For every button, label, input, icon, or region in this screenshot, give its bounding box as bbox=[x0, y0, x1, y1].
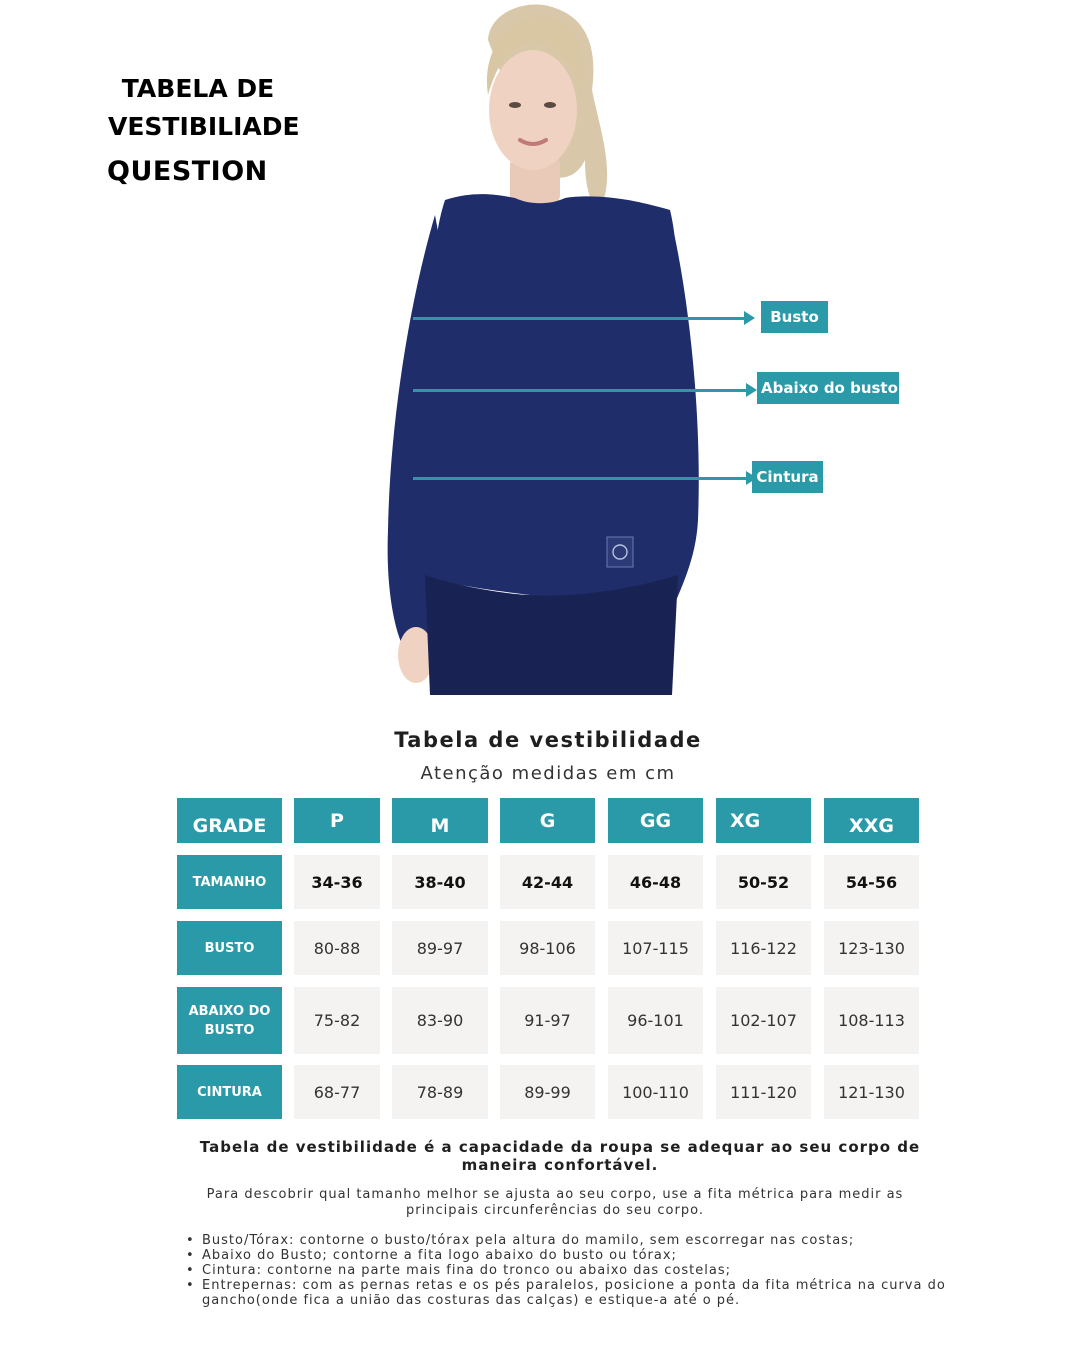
table-cell: 46-48 bbox=[608, 855, 703, 909]
shirt bbox=[420, 194, 681, 596]
table-cell: 98-106 bbox=[500, 921, 595, 975]
measure-line-busto bbox=[413, 317, 751, 320]
table-header-size: G bbox=[500, 798, 595, 843]
measure-tag-busto: Busto bbox=[761, 301, 828, 333]
table-header-size: M bbox=[392, 798, 488, 843]
shirt-logo-icon bbox=[607, 537, 633, 567]
table-cell: 75-82 bbox=[294, 987, 380, 1054]
table-cell: 123-130 bbox=[824, 921, 919, 975]
table-cell: 34-36 bbox=[294, 855, 380, 909]
table-title: Tabela de vestibilidade bbox=[394, 728, 702, 752]
brand-title-line-2: VESTIBILIADE bbox=[108, 112, 300, 141]
table-cell: 83-90 bbox=[392, 987, 488, 1054]
table-cell: 121-130 bbox=[824, 1065, 919, 1119]
table-cell: 100-110 bbox=[608, 1065, 703, 1119]
brand-name: QUESTION bbox=[107, 156, 268, 187]
table-cell: 116-122 bbox=[716, 921, 811, 975]
list-item: • Entrepernas: com as pernas retas e os pés paralelos, posicione a ponta da fita métrica na curva do gancho(onde fica a união das costuras das calças) e estique-a até o pé. bbox=[186, 1278, 946, 1308]
list-item: • Busto/Tórax: contorne o busto/tórax pela altura do mamilo, sem escorregar nas costas; bbox=[186, 1233, 946, 1248]
table-cell: 78-89 bbox=[392, 1065, 488, 1119]
table-cell: 89-97 bbox=[392, 921, 488, 975]
measure-tag-abaixo-busto: Abaixo do busto bbox=[757, 372, 899, 404]
list-item: • Abaixo do Busto; contorne a fita logo abaixo do busto ou tórax; bbox=[186, 1248, 946, 1263]
brand-title-line-1: TABELA DE bbox=[121, 74, 275, 103]
table-cell: 54-56 bbox=[824, 855, 919, 909]
notes-list bbox=[186, 1233, 946, 1308]
table-cell: 111-120 bbox=[716, 1065, 811, 1119]
table-cell: 38-40 bbox=[392, 855, 488, 909]
table-cell: 50-52 bbox=[716, 855, 811, 909]
model-illustration bbox=[380, 0, 710, 695]
notes-title: Tabela de vestibilidade é a capacidade da roupa se adequar ao seu corpo de maneira confortável. bbox=[199, 1138, 921, 1174]
measure-tag-cintura: Cintura bbox=[752, 461, 823, 493]
table-header-size: GG bbox=[608, 798, 703, 843]
face bbox=[489, 50, 577, 170]
table-cell: 89-99 bbox=[500, 1065, 595, 1119]
notes-intro: Para descobrir qual tamanho melhor se ajusta ao seu corpo, use a fita métrica para medir as principais circunferências do seu corpo. bbox=[206, 1187, 904, 1218]
table-cell: 102-107 bbox=[716, 987, 811, 1054]
table-row-label: ABAIXO DO BUSTO bbox=[177, 987, 282, 1054]
table-cell: 107-115 bbox=[608, 921, 703, 975]
table-subtitle: Atenção medidas em cm bbox=[420, 763, 676, 784]
measure-line-abaixo-busto bbox=[413, 389, 753, 392]
list-item: • Cintura: contorne na parte mais fina do tronco ou abaixo das costelas; bbox=[186, 1263, 946, 1278]
table-cell: 108-113 bbox=[824, 987, 919, 1054]
table-cell: 80-88 bbox=[294, 921, 380, 975]
table-header-grade: GRADE bbox=[177, 798, 282, 843]
table-cell: 91-97 bbox=[500, 987, 595, 1054]
table-cell: 42-44 bbox=[500, 855, 595, 909]
table-header-size: XXG bbox=[824, 798, 919, 843]
brand-title bbox=[108, 70, 300, 146]
table-cell: 96-101 bbox=[608, 987, 703, 1054]
table-header-size: P bbox=[294, 798, 380, 843]
measure-line-cintura bbox=[413, 477, 753, 480]
table-cell: 68-77 bbox=[294, 1065, 380, 1119]
table-row-label: BUSTO bbox=[177, 921, 282, 975]
table-row-label: CINTURA bbox=[177, 1065, 282, 1119]
table-header-size: XG bbox=[716, 798, 811, 843]
table-row-label: TAMANHO bbox=[177, 855, 282, 909]
